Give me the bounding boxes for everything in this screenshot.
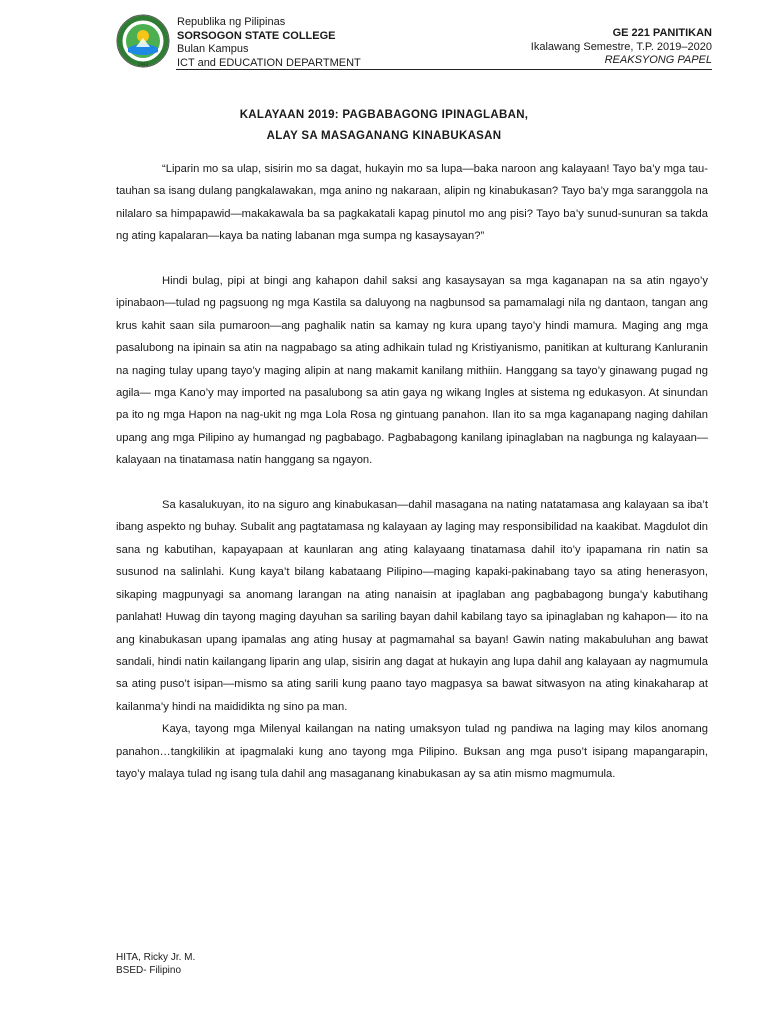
department-line: ICT and EDUCATION DEPARTMENT <box>177 56 361 69</box>
author-program: BSED- Filipino <box>116 965 182 976</box>
campus-line: Bulan Kampus <box>177 43 249 55</box>
college-name: SORSOGON STATE COLLEGE <box>177 29 336 42</box>
semester-line: Ikalawang Semestre, T.P. 2019–2020 <box>530 40 712 53</box>
author-block <box>116 951 195 977</box>
title-line-2: ALAY SA MASAGANANG KINABUKASAN <box>266 130 502 142</box>
republic-line: Republika ng Pilipinas <box>177 16 286 28</box>
paragraph-conclusion: Kaya, tayong mga Milenyal kailangan na nating umaksyon tulad ng pandiwa na laging may kilos anomang panahon…tangkilikin at ipagmalaki kung ano tayong mga Pilipino. Buksan ang mga puso’t isipang mapangarapin, tayo’y malaya tulad ng isang tula dahil ang masaganang kinabukasan ay sa atin mismo magmumula. <box>116 723 708 780</box>
course-block <box>531 27 712 68</box>
title-line-1: KALAYAAN 2019: PAGBABAGONG IPINAGLABAN, <box>239 109 529 121</box>
paragraph-quote: “Liparin mo sa ulap, sisirin mo sa dagat, hukayin mo sa lupa—baka naroon ang kalayaan! Tayo ba’y mga tau-tauhan sa isang dulang pangkalawakan, mga anino ng nakaraan, alipin ng kinabukasan? Tayo ba’y mga saranggola na nilalaro sa himpapawid—makakawala ba sa pagkakatali kapag pinutol mo ang pisi? Tayo ba’y sunud-sunuran sa takda ng ating kapalaran—kaya ba nating labanan mga sumpa ng kasaysayan?” <box>116 163 708 243</box>
college-seal-logo <box>116 14 170 68</box>
document-header <box>0 0 768 80</box>
institution-block <box>177 16 361 70</box>
document-type: REAKSYONG PAPEL <box>604 54 712 66</box>
paragraph-present: Sa kasalukuyan, ito na siguro ang kinabukasan—dahil masagana na nating natatamasa ang kalayaan sa iba’t ibang aspekto ng buhay. Subalit ang pagtatamasa ng kalayaan ay laging may responsibilidad na kaakibat. Magdulot din sana ng kabutihan, kapayapaan at kaunlaran ang ating kalayaang tinatamasa dahil ito’y ipapamana rin natin sa susunod na salinlahi. Kung kaya’t bilang kabataang Pilipino—maging kapaki-pakinabang tayo sa ating henerasyon, sikaping magpunyagi sa anomang larangan na ating nanaisin at ipaglaban ang pagbabagong bunga’y kabutihang panlahat! Huwag din tayong maging dayuhan sa sariling bayan dahil kabilang tayo sa ipinaglaban ng kahapon— ito na ang kinabukasan upang ipamalas ang ating husay at pagmamahal sa bayan! Gawin nating makabuluhan ang bawat sandali, hindi natin kailangang liparin ang ulap, sisirin ang dagat at hukayin ang lupa dahil ang kalayaan ay nagmumula sa ating puso’t isipan—mismo sa ating sarili kung paano tayo magpasya sa bawat sitwasyon na ating kinakaharap at kailanma’y hindi na maididikta ng sino pa man. <box>116 499 708 713</box>
header-divider <box>176 69 712 70</box>
svg-text:1993: 1993 <box>137 62 149 67</box>
essay-title <box>0 105 768 147</box>
author-name: HITA, Ricky Jr. M. <box>116 952 196 963</box>
essay-body <box>116 158 708 785</box>
paragraph-history: Hindi bulag, pipi at bingi ang kahapon dahil saksi ang kasaysayan sa mga kaganapan na sa atin ngayo’y ipinabaon—tulad ng pagsuong ng mga Kastila sa daluyong na nagbunsod sa pamamalagi nila ng dantaon, tangan ang krus kahit saan sila pumaroon—ang paghalik natin sa kamay ng kura upang tayo’y hindi mamura. Maging ang mga pasalubong na ipinain sa atin na nagpabago sa ating adhikain tulad ng Kristiyanismo, panitikan at kulturang Kanluranin na naging tulay upang tayo’y maging alipin at nang makamit kanilang mithiin. Hanggang sa tayo’y ginawang pugad ng agila— mga Kano’y may imported na pasalubong sa atin gaya ng wikang Ingles at sistema ng edukasyon. At sinundan pa ito ng mga Hapon na nag-ukit ng mga Lola Rosa ng gintuang panahon. Ilan ito sa mga kaganapang naging dahilan upang ang mga Pilipino ay humangad ng pagbabago. Pagbabagong kanilang ipinaglaban na nagbunga ng kalayaan—kalayaan na tinatamasa natin hanggang sa ngayon. <box>116 275 708 467</box>
course-code: GE 221 PANITIKAN <box>612 27 712 39</box>
